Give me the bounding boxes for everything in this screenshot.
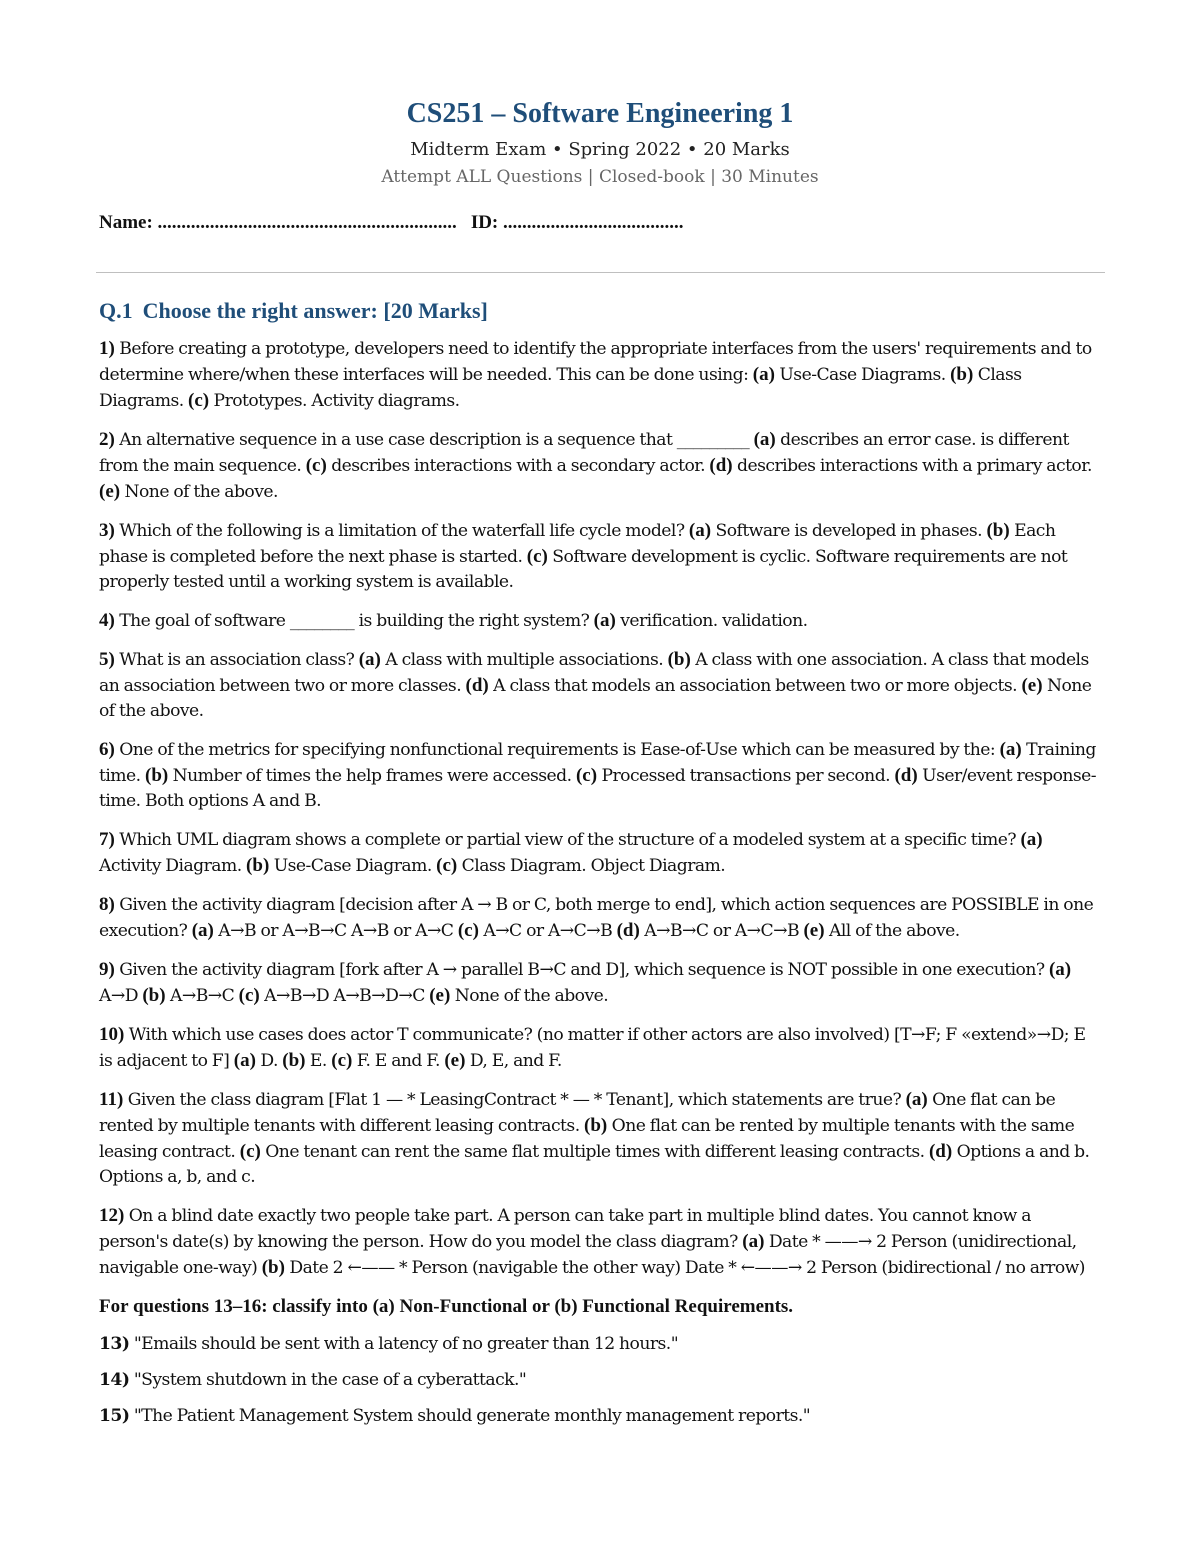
option-d-label: (d) [894,765,918,786]
option-c-text: F. E and F. [352,1051,445,1071]
option-b-text: Each phase is completed before the next phase is started. [99,521,1056,567]
option-b-label: (b) [246,855,270,876]
option-c-text: Prototypes. Activity diagrams. [209,391,460,411]
question-number: 1) [99,338,115,359]
option-b-text: Class Diagrams. [99,365,1022,411]
option-a-label: (a) [905,1089,928,1110]
question-text: "System shutdown in the case of a cyberattack." [129,1370,527,1390]
option-a-text: Use-Case Diagrams. [774,365,946,385]
question-text: The goal of software ________ is building the right system? [114,611,594,631]
question-9 [99,957,1099,1009]
question-text: "Emails should be sent with a latency of no greater than 12 hours." [129,1334,679,1354]
question-number: 2) [99,429,115,450]
question-number: 7) [99,829,115,850]
question-1 [99,336,1099,414]
question-number: 8) [99,894,115,915]
question-number: 14) [99,1370,130,1390]
option-d-text: A→B→C or A→C→B [639,921,804,941]
option-c-label: (c) [305,455,327,476]
option-c-label: (c) [188,390,210,411]
option-d-label: (d) [616,920,640,941]
option-e-label: (e) [803,920,825,941]
option-c-label: (c) [238,985,260,1006]
option-d-label: (d) [709,455,733,476]
option-b-label: (b) [950,364,974,385]
option-c-text: Class Diagram. Object Diagram. [457,856,726,876]
option-b-text: Number of times the help frames were accessed. [168,766,576,786]
question-number: 11) [99,1089,124,1110]
page-title: CS251 – Software Engineering 1 [406,98,794,129]
question-12 [99,1203,1099,1281]
option-a-label: (a) [999,739,1022,760]
option-e-text: None of the above. [99,676,1092,721]
option-d-text: Options a and b. Options a, b, and c. [99,1142,1090,1187]
option-a-label: (a) [1048,959,1072,980]
option-c-label: (c) [526,546,548,567]
option-e-text: All of the above. [824,921,960,941]
option-b-label: (b) [282,1050,306,1071]
option-a-text: A→D [99,986,143,1006]
option-c-text: describes interactions with a secondary actor. [326,456,710,476]
question-2 [99,427,1099,505]
option-c-text: A→C or A→C→B [478,921,617,941]
section-title: Choose the right answer: [20 Marks] [142,298,488,323]
option-d-text: User/event response-time. Both options A and B. [99,766,1097,811]
option-d-text: A class that models an association between two or more objects. [488,676,1022,696]
option-a-text: Date * ——→ 2 Person (unidirectional, navigable one-way) [99,1232,1077,1278]
option-c-label: (c) [457,920,479,941]
option-a-text: Activity Diagram. [99,856,247,876]
option-b-label: (b) [986,520,1010,541]
option-e-label: (e) [1021,675,1043,696]
question-14 [99,1368,1099,1393]
question-text: Given the activity diagram [fork after A → parallel B→C and D], which sequence is NOT possible in one execution? [114,960,1049,980]
option-c-label: (c) [331,1050,353,1071]
question-4 [99,608,1099,634]
option-b-text: Use-Case Diagram. [269,856,437,876]
question-number: 12) [99,1205,125,1226]
option-a-label: (a) [688,520,712,541]
option-c-text: Processed transactions per second. [597,766,895,786]
option-a-label: (a) [233,1050,256,1071]
question-number: 4) [99,610,115,631]
question-text: With which use cases does actor T communicate? (no matter if other actors are also involved) [T→F; F «extend»→D; E is adjacent to F] [99,1025,1086,1071]
question-5 [99,647,1099,724]
option-e-label: (e) [99,481,121,502]
option-d-label: (d) [928,1141,953,1162]
question-13 [99,1332,1099,1357]
question-8 [99,892,1099,944]
option-c-text: One tenant can rent the same flat multiple times with different leasing contracts. [260,1142,929,1162]
option-a-label: (a) [1020,829,1043,850]
option-b-text: E. [305,1051,332,1071]
question-text: Which UML diagram shows a complete or partial view of the structure of a modeled system at a specific time? [114,830,1021,850]
option-b-text: A→B→C [165,986,239,1006]
exam-subtitle: Midterm Exam • Spring 2022 • 20 Marks [410,139,790,160]
option-d-label: (d) [465,675,489,696]
option-a-label: (a) [191,920,214,941]
option-a-label: (a) [753,429,776,450]
option-a-text: describes an error case. is different from the main sequence. [99,430,1069,476]
question-number: 15) [99,1406,130,1426]
option-a-text: Training time. [99,740,1096,786]
option-b-label: (b) [584,1115,608,1136]
question-number: 6) [99,739,115,760]
classification-instructions: For questions 13–16: classify into (a) Non-Functional or (b) Functional Requirements. [99,1296,794,1317]
option-d-text: describes interactions with a primary actor. [732,456,1092,476]
option-b-label: (b) [261,1257,285,1278]
name-field-label: Name: ............................................................... [99,212,457,233]
question-11 [99,1087,1099,1190]
question-text: An alternative sequence in a use case description is a sequence that _________ [114,430,754,450]
option-c-text: A→B→D A→B→D→C [259,986,430,1006]
option-e-text: None of the above. [450,986,609,1006]
option-c-label: (c) [575,765,598,786]
question-15 [99,1404,1099,1429]
option-b-label: (b) [142,985,166,1006]
question-3 [99,518,1099,595]
option-a-text: A class with multiple associations. [380,650,668,670]
question-number: 10) [99,1024,125,1045]
option-e-label: (e) [429,985,451,1006]
question-number: 5) [99,649,115,670]
option-a-text: verification. validation. [615,611,808,631]
option-c-label: (c) [239,1141,261,1162]
question-text: One of the metrics for specifying nonfunctional requirements is Ease-of-Use which can be measured by the: [114,740,1000,760]
option-b-text: One flat can be rented by multiple tenants with the same leasing contract. [99,1116,1075,1162]
option-e-text: D, E, and F. [465,1051,562,1071]
option-a-text: D. [255,1051,283,1071]
question-text: On a blind date exactly two people take part. A person can take part in multiple blind dates. You cannot know a person's date(s) by knowing the person. How do you model the class diagram? [99,1206,1031,1252]
section-heading [99,298,488,324]
header-divider [96,272,1105,273]
option-a-label: (a) [742,1231,765,1252]
exam-instructions: Attempt ALL Questions | Closed-book | 30 Minutes [381,167,819,187]
option-e-text: None of the above. [120,482,278,502]
option-c-text: Software development is cyclic. Software requirements are not properly tested until a working system is available. [99,547,1068,592]
question-text: Before creating a prototype, developers need to identify the appropriate interfaces from the users' requirements and to determine where/when these interfaces will be needed. This can be done using: [99,339,1092,385]
option-a-text: A→B or A→B→C A→B or A→C [213,921,458,941]
student-id-line [99,212,684,234]
option-a-text: One flat can be rented by multiple tenants with different leasing contracts. [99,1090,1056,1136]
option-c-label: (c) [436,855,458,876]
option-a-label: (a) [752,364,775,385]
section-number: Q.1 [99,298,133,323]
question-number: 3) [99,520,115,541]
option-b-label: (b) [667,649,691,670]
option-a-label: (a) [358,649,381,670]
id-field-label: ID: ...................................... [470,212,684,233]
option-b-text: A class with one association. A class that models an association between two or more classes. [99,650,1089,696]
question-text: Given the activity diagram [decision after A → B or C, both merge to end], which action sequences are POSSIBLE in one execution? [99,895,1094,941]
question-7 [99,827,1099,879]
option-e-label: (e) [444,1050,466,1071]
question-6 [99,737,1099,814]
question-text: Which of the following is a limitation of the waterfall life cycle model? [114,521,689,541]
question-text: "The Patient Management System should generate monthly management reports." [129,1406,811,1426]
option-b-label: (b) [145,765,169,786]
question-number: 9) [99,959,115,980]
question-list [99,336,1099,1440]
question-text: What is an association class? [114,650,359,670]
question-number: 13) [99,1334,130,1354]
question-10 [99,1022,1099,1074]
option-b-text: Date 2 ←—— * Person (navigable the other way) Date * ←——→ 2 Person (bidirectional / no arrow) [284,1258,1085,1278]
option-a-text: Software is developed in phases. [711,521,987,541]
question-text: Given the class diagram [Flat 1 — * LeasingContract * — * Tenant], which statements are true? [123,1090,906,1110]
option-a-label: (a) [593,610,616,631]
